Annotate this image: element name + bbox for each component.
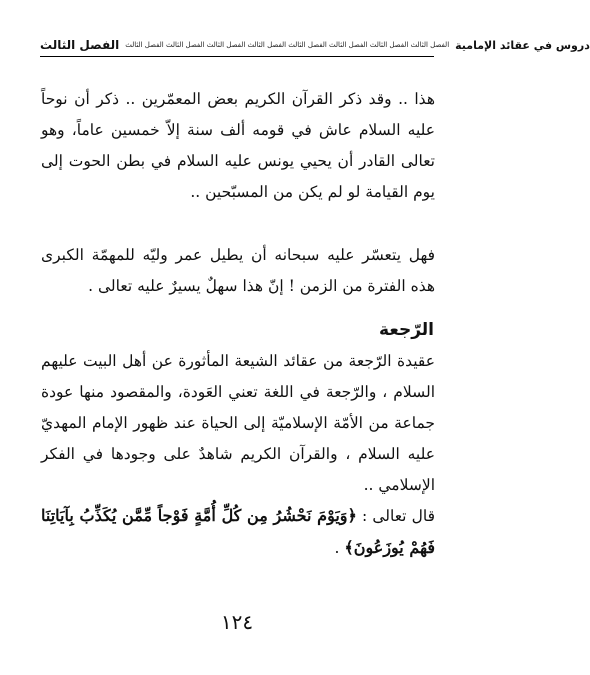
page-number: ١٢٤ xyxy=(220,610,254,634)
paragraph-longevity: هذا .. وقد ذكر القرآن الكريم بعض المعمّرين .. ذكر أن نوحاً عليه السلام عاش في قومه ألف سنة إلاّ خمسين عاماً، وهو تعالى القادر أن يحيي يونس عليه السلام في بطن الحوت إلى يوم القيامة لو لم يكن من المسبّحين .. xyxy=(41,90,435,201)
verse-intro: قال تعالى : xyxy=(356,507,435,525)
header-section-label: الفصل الثالث xyxy=(40,38,120,52)
paragraph-question: فهل يتعسّر عليه سبحانه أن يطيل عمر وليّه للمهمّة الكبرى هذه الفترة من الزمن ! إنّ هذا سهلٌ يسيرٌ عليه تعالى . xyxy=(41,246,435,295)
verse-paragraph xyxy=(41,500,435,564)
running-header xyxy=(40,36,590,54)
quran-verse: ﴿وَيَوْمَ نَحْشُرُ مِن كُلِّ أُمَّةٍ فَوْجاً مِّمَّن يُكَذِّبُ بِآيَاتِنَا فَهُمْ يُوزَعُونَ﴾ xyxy=(41,506,435,557)
paragraph-raja: عقيدة الرّجعة من عقائد الشيعة المأثورة عن أهل البيت عليهم السلام ، والرّجعة في اللغة تعني العَودة، والمقصود منها عودة جماعة من الأمّة الإسلاميّة إلى الحياة عند ظهور الإمام المهديّ عليه السلام ، والقرآن الكريم شاهدٌ على وجودها في الفكر الإسلامي .. xyxy=(41,352,435,494)
header-book-title: دروس في عقائد الإمامية xyxy=(455,38,590,52)
header-repeated-ornament: الفصل الثالث الفصل الثالث الفصل الثالث الفصل الثالث الفصل الثالث الفصل الثالث الفصل الثالث الفصل الثالث xyxy=(125,41,450,49)
verse-end: . xyxy=(334,539,345,557)
section-heading: الرّجعة xyxy=(379,320,434,340)
header-divider xyxy=(40,56,434,57)
